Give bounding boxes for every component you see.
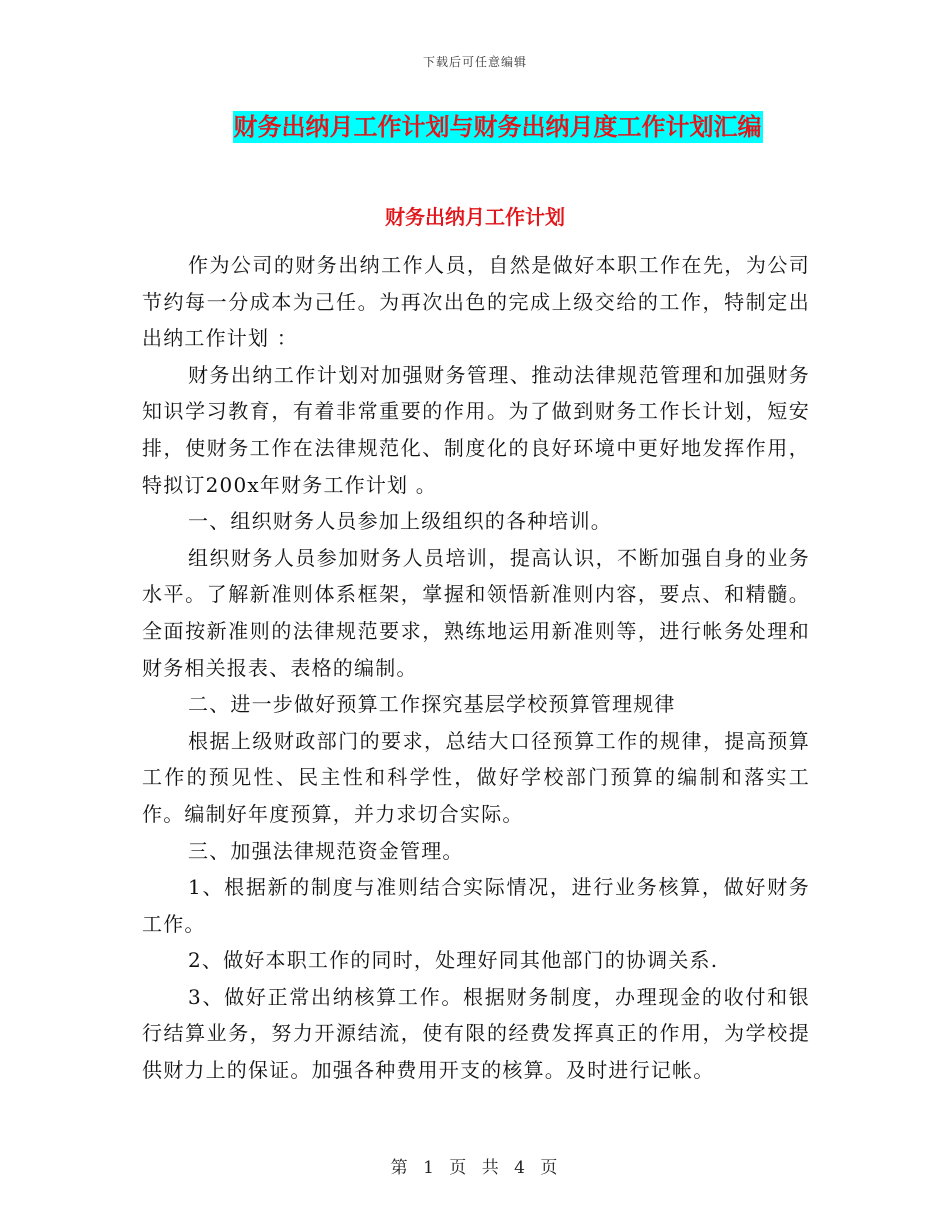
document-body	[142, 247, 810, 1089]
list-item: 1、根据新的制度与准则结合实际情况，进行业务核算，做好财务工作。	[142, 875, 810, 936]
paragraph: 财务出纳工作计划对加强财务管理、推动法律规范管理和加强财务知识学习教育，有着非常重要的作用。为了做到财务工作长计划，短安排，使财务工作在法律规范化、制度化的良好环境中更好地发挥作用，特拟订200x年财务工作计划 。	[142, 362, 810, 497]
paragraph: 根据上级财政部门的要求，总结大口径预算工作的规律，提高预算工作的预见性、民主性和科学性，做好学校部门预算的编制和落实工作。编制好年度预算，并力求切合实际。	[142, 728, 810, 826]
paragraph: 组织财务人员参加财务人员培训，提高认识，不断加强自身的业务水平。了解新准则体系框架，掌握和领悟新准则内容，要点、和精髓。全面按新准则的法律规范要求，熟练地运用新准则等，进行帐务处理和财务相关报表、表格的编制。	[142, 545, 810, 680]
list-item: 2、做好本职工作的同时，处理好同其他部门的协调关系.	[188, 948, 719, 973]
document-title	[0, 111, 950, 143]
heading-item: 三、加强法律规范资金管理。	[188, 838, 464, 863]
heading-item: 二、进一步做好预算工作探究基层学校预算管理规律	[188, 692, 676, 717]
list-item: 3、做好正常出纳核算工作。根据财务制度，办理现金的收付和银行结算业务，努力开源结流，使有限的经费发挥真正的作用，为学校提供财力上的保证。加强各种费用开支的核算。及时进行记帐。	[142, 984, 810, 1083]
heading-item: 一、组织财务人员参加上级组织的各种培训。	[188, 509, 612, 534]
document-title-text: 财务出纳月工作计划与财务出纳月度工作计划汇编	[233, 113, 762, 141]
page-number-footer: 第 1 页 共 4 页	[390, 1158, 560, 1178]
page-header-note: 下载后可任意编辑	[422, 55, 527, 69]
section-title: 财务出纳月工作计划	[385, 205, 565, 229]
paragraph: 作为公司的财务出纳工作人员，自然是做好本职工作在先，为公司节约每一分成本为己任。为再次出色的完成上级交给的工作，特制定出出纳工作计划 ：	[142, 253, 810, 351]
